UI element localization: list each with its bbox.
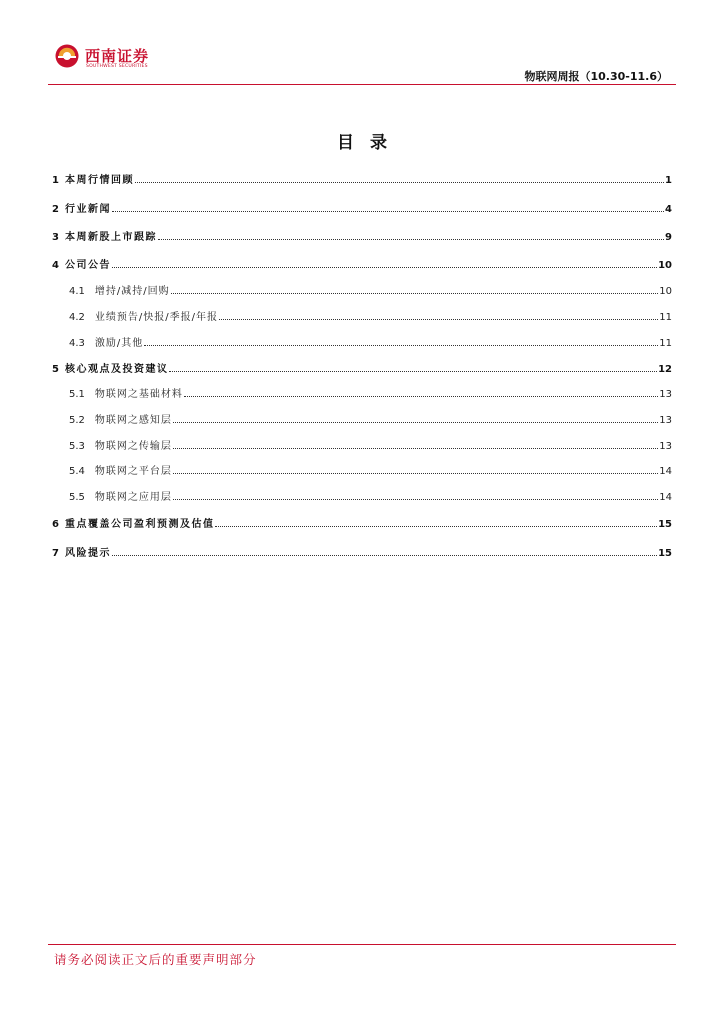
toc-dot-leader: [112, 210, 664, 212]
toc-entry-page: 14: [659, 466, 672, 477]
toc-entry-page: 11: [659, 338, 672, 349]
toc-entry[interactable]: [52, 170, 672, 186]
toc-entry-title: 本周新股上市跟踪: [64, 232, 157, 243]
toc-entry-page: 15: [658, 548, 672, 559]
toc-dot-leader: [173, 472, 658, 474]
company-logo-icon: [55, 44, 79, 68]
toc-entry-title: 激励/其他: [94, 338, 144, 349]
toc-entry-title: 风险提示: [64, 548, 111, 559]
toc-entry[interactable]: [52, 227, 672, 243]
toc-entry-number: 5.2: [69, 415, 85, 426]
toc-entry[interactable]: [69, 307, 672, 323]
toc-entry[interactable]: [52, 359, 672, 375]
toc-entry-number: 4: [52, 260, 59, 271]
toc-entry-number: 3: [52, 232, 59, 243]
toc-dot-leader: [173, 447, 658, 449]
toc-entry-title: 本周行情回顾: [64, 175, 134, 186]
toc-dot-leader: [171, 292, 659, 294]
toc-entry-page: 14: [659, 492, 672, 503]
toc-entry-title: 重点覆盖公司盈利预测及估值: [64, 519, 215, 530]
toc-entry-number: 1: [52, 175, 59, 186]
toc-entry-page: 13: [659, 415, 672, 426]
toc-entry[interactable]: [69, 436, 672, 452]
toc-entry-number: 4.1: [69, 286, 85, 297]
toc-entry-number: 2: [52, 204, 59, 215]
toc-entry-title: 行业新闻: [64, 204, 111, 215]
brand-subtitle: SOUTHWEST SECURITIES: [86, 64, 148, 69]
toc-dot-leader: [112, 266, 657, 268]
toc-entry-page: 4: [665, 204, 672, 215]
footer-divider: [48, 944, 676, 945]
toc-dot-leader: [112, 554, 657, 556]
toc-dot-leader: [173, 421, 658, 423]
toc-entry-number: 6: [52, 519, 59, 530]
toc-entry-page: 10: [658, 260, 672, 271]
toc-entry[interactable]: [69, 333, 672, 349]
toc-entry-title: 物联网之基础材料: [94, 389, 183, 400]
toc-heading: 目录: [337, 133, 403, 153]
toc-entry-title: 物联网之感知层: [94, 415, 172, 426]
toc-dot-leader: [144, 344, 658, 346]
toc-entry-title: 业绩预告/快报/季报/年报: [94, 312, 219, 323]
toc-entry-title: 物联网之传输层: [94, 441, 172, 452]
toc-entry[interactable]: [52, 255, 672, 271]
toc-entry-page: 15: [658, 519, 672, 530]
toc-entry-page: 9: [665, 232, 672, 243]
toc-entry[interactable]: [52, 514, 672, 530]
toc-entry-page: 13: [659, 441, 672, 452]
toc-entry-number: 5.3: [69, 441, 85, 452]
footer-notice: 请务必阅读正文后的重要声明部分: [54, 952, 257, 967]
toc-entry-page: 12: [658, 364, 672, 375]
toc-entry[interactable]: [52, 543, 672, 559]
toc-entry-number: 5.1: [69, 389, 85, 400]
header-divider: [48, 84, 676, 85]
toc-entry[interactable]: [69, 384, 672, 400]
toc-entry-number: 4.3: [69, 338, 85, 349]
toc-entry-title: 物联网之应用层: [94, 492, 172, 503]
report-title: 物联网周报（10.30-11.6）: [524, 70, 668, 83]
toc-entry-page: 1: [665, 175, 672, 186]
toc-entry[interactable]: [69, 281, 672, 297]
toc-entry[interactable]: [52, 199, 672, 215]
toc-entry-title: 物联网之平台层: [94, 466, 172, 477]
toc-entry[interactable]: [69, 410, 672, 426]
toc-entry-page: 11: [659, 312, 672, 323]
toc-entry[interactable]: [69, 461, 672, 477]
brand-name: 西南证券: [85, 47, 150, 65]
toc-entry-title: 公司公告: [64, 260, 111, 271]
toc-entry-number: 5.5: [69, 492, 85, 503]
toc-entry-title: 增持/减持/回购: [94, 286, 170, 297]
toc-dot-leader: [135, 181, 664, 183]
toc-entry-page: 13: [659, 389, 672, 400]
toc-entry-number: 7: [52, 548, 59, 559]
toc-dot-leader: [219, 318, 658, 320]
toc-entry-page: 10: [659, 286, 672, 297]
toc-entry-title: 核心观点及投资建议: [64, 364, 169, 375]
toc-entry-number: 5: [52, 364, 59, 375]
toc-dot-leader: [184, 395, 658, 397]
toc-entry-number: 4.2: [69, 312, 85, 323]
toc-entry-number: 5.4: [69, 466, 85, 477]
toc-dot-leader: [169, 370, 657, 372]
toc-entry[interactable]: [69, 487, 672, 503]
toc-dot-leader: [173, 498, 658, 500]
toc-dot-leader: [215, 525, 657, 527]
toc-dot-leader: [158, 238, 664, 240]
